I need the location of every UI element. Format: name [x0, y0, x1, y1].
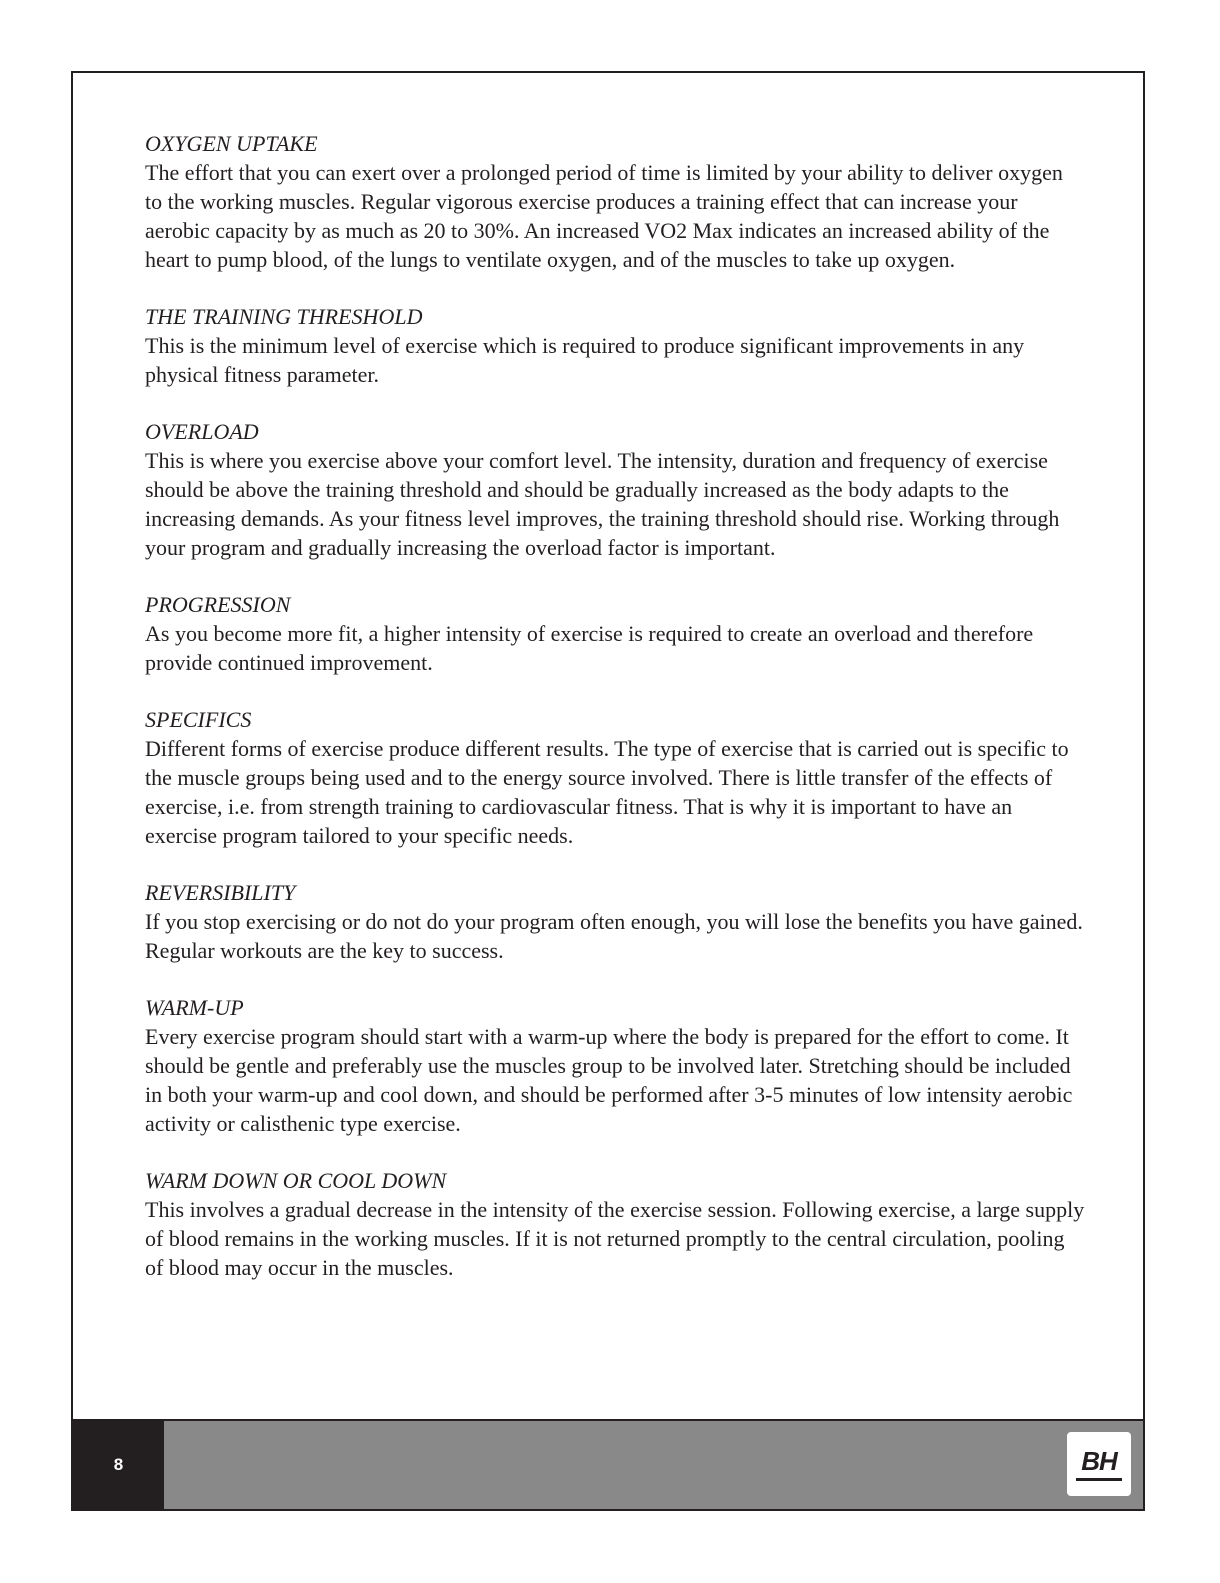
section-title: WARM DOWN OR COOL DOWN: [145, 1168, 447, 1193]
section-reversibility: [145, 878, 1085, 965]
section-body: As you become more fit, a higher intensity of exercise is required to create an overload and therefore provide continued improvement.: [145, 621, 1034, 675]
section-warm-up: [145, 993, 1085, 1138]
page-frame: [71, 71, 1145, 1511]
page-content: [145, 129, 1085, 1310]
bh-logo: [1067, 1432, 1131, 1496]
page-number: 8: [73, 1421, 164, 1509]
logo-underline: [1076, 1478, 1122, 1481]
section-body: Different forms of exercise produce different results. The type of exercise that is carried out is specific to the muscle groups being used and to the energy source involved. There is little transfer of the effects of exercise, i.e. from strength training to cardiovascular fitness. That is why it is important to have an exercise program tailored to your specific needs.: [145, 736, 1069, 848]
section-progression: [145, 590, 1085, 677]
logo-text: BH: [1081, 1445, 1117, 1476]
section-cool-down: [145, 1166, 1085, 1282]
section-body: If you stop exercising or do not do your program often enough, you will lose the benefits you have gained. Regular workouts are the key to success.: [145, 909, 1083, 963]
section-body: This is where you exercise above your comfort level. The intensity, duration and frequency of exercise should be above the training threshold and should be gradually increased as the body adapts to the increasing demands. As your fitness level improves, the training threshold should rise. Working through your program and gradually increasing the overload factor is important.: [145, 448, 1060, 560]
section-title: REVERSIBILITY: [145, 880, 296, 905]
section-body: The effort that you can exert over a prolonged period of time is limited by your ability to deliver oxygen to the working muscles. Regular vigorous exercise produces a training effect that can increase your aerobic capacity by as much as 20 to 30%. An increased VO2 Max indicates an increased ability of the heart to pump blood, of the lungs to ventilate oxygen, and of the muscles to take up oxygen.: [145, 160, 1063, 272]
section-oxygen-uptake: [145, 129, 1085, 274]
section-overload: [145, 417, 1085, 562]
section-title: THE TRAINING THRESHOLD: [145, 304, 423, 329]
section-title: OVERLOAD: [145, 419, 259, 444]
section-specifics: [145, 705, 1085, 850]
page-footer: [73, 1419, 1143, 1509]
section-title: OXYGEN UPTAKE: [145, 131, 318, 156]
section-title: WARM-UP: [145, 995, 244, 1020]
section-body: This involves a gradual decrease in the intensity of the exercise session. Following exercise, a large supply of blood remains in the working muscles. If it is not returned promptly to the central circulation, pooling of blood may occur in the muscles.: [145, 1197, 1085, 1280]
section-body: This is the minimum level of exercise which is required to produce significant improvements in any physical fitness parameter.: [145, 333, 1025, 387]
section-body: Every exercise program should start with a warm-up where the body is prepared for the effort to come. It should be gentle and preferably use the muscles group to be involved later. Stretching should be included in both your warm-up and cool down, and should be performed after 3-5 minutes of low intensity aerobic activity or calisthenic type exercise.: [145, 1024, 1073, 1136]
section-training-threshold: [145, 302, 1085, 389]
section-title: SPECIFICS: [145, 707, 252, 732]
section-title: PROGRESSION: [145, 592, 291, 617]
